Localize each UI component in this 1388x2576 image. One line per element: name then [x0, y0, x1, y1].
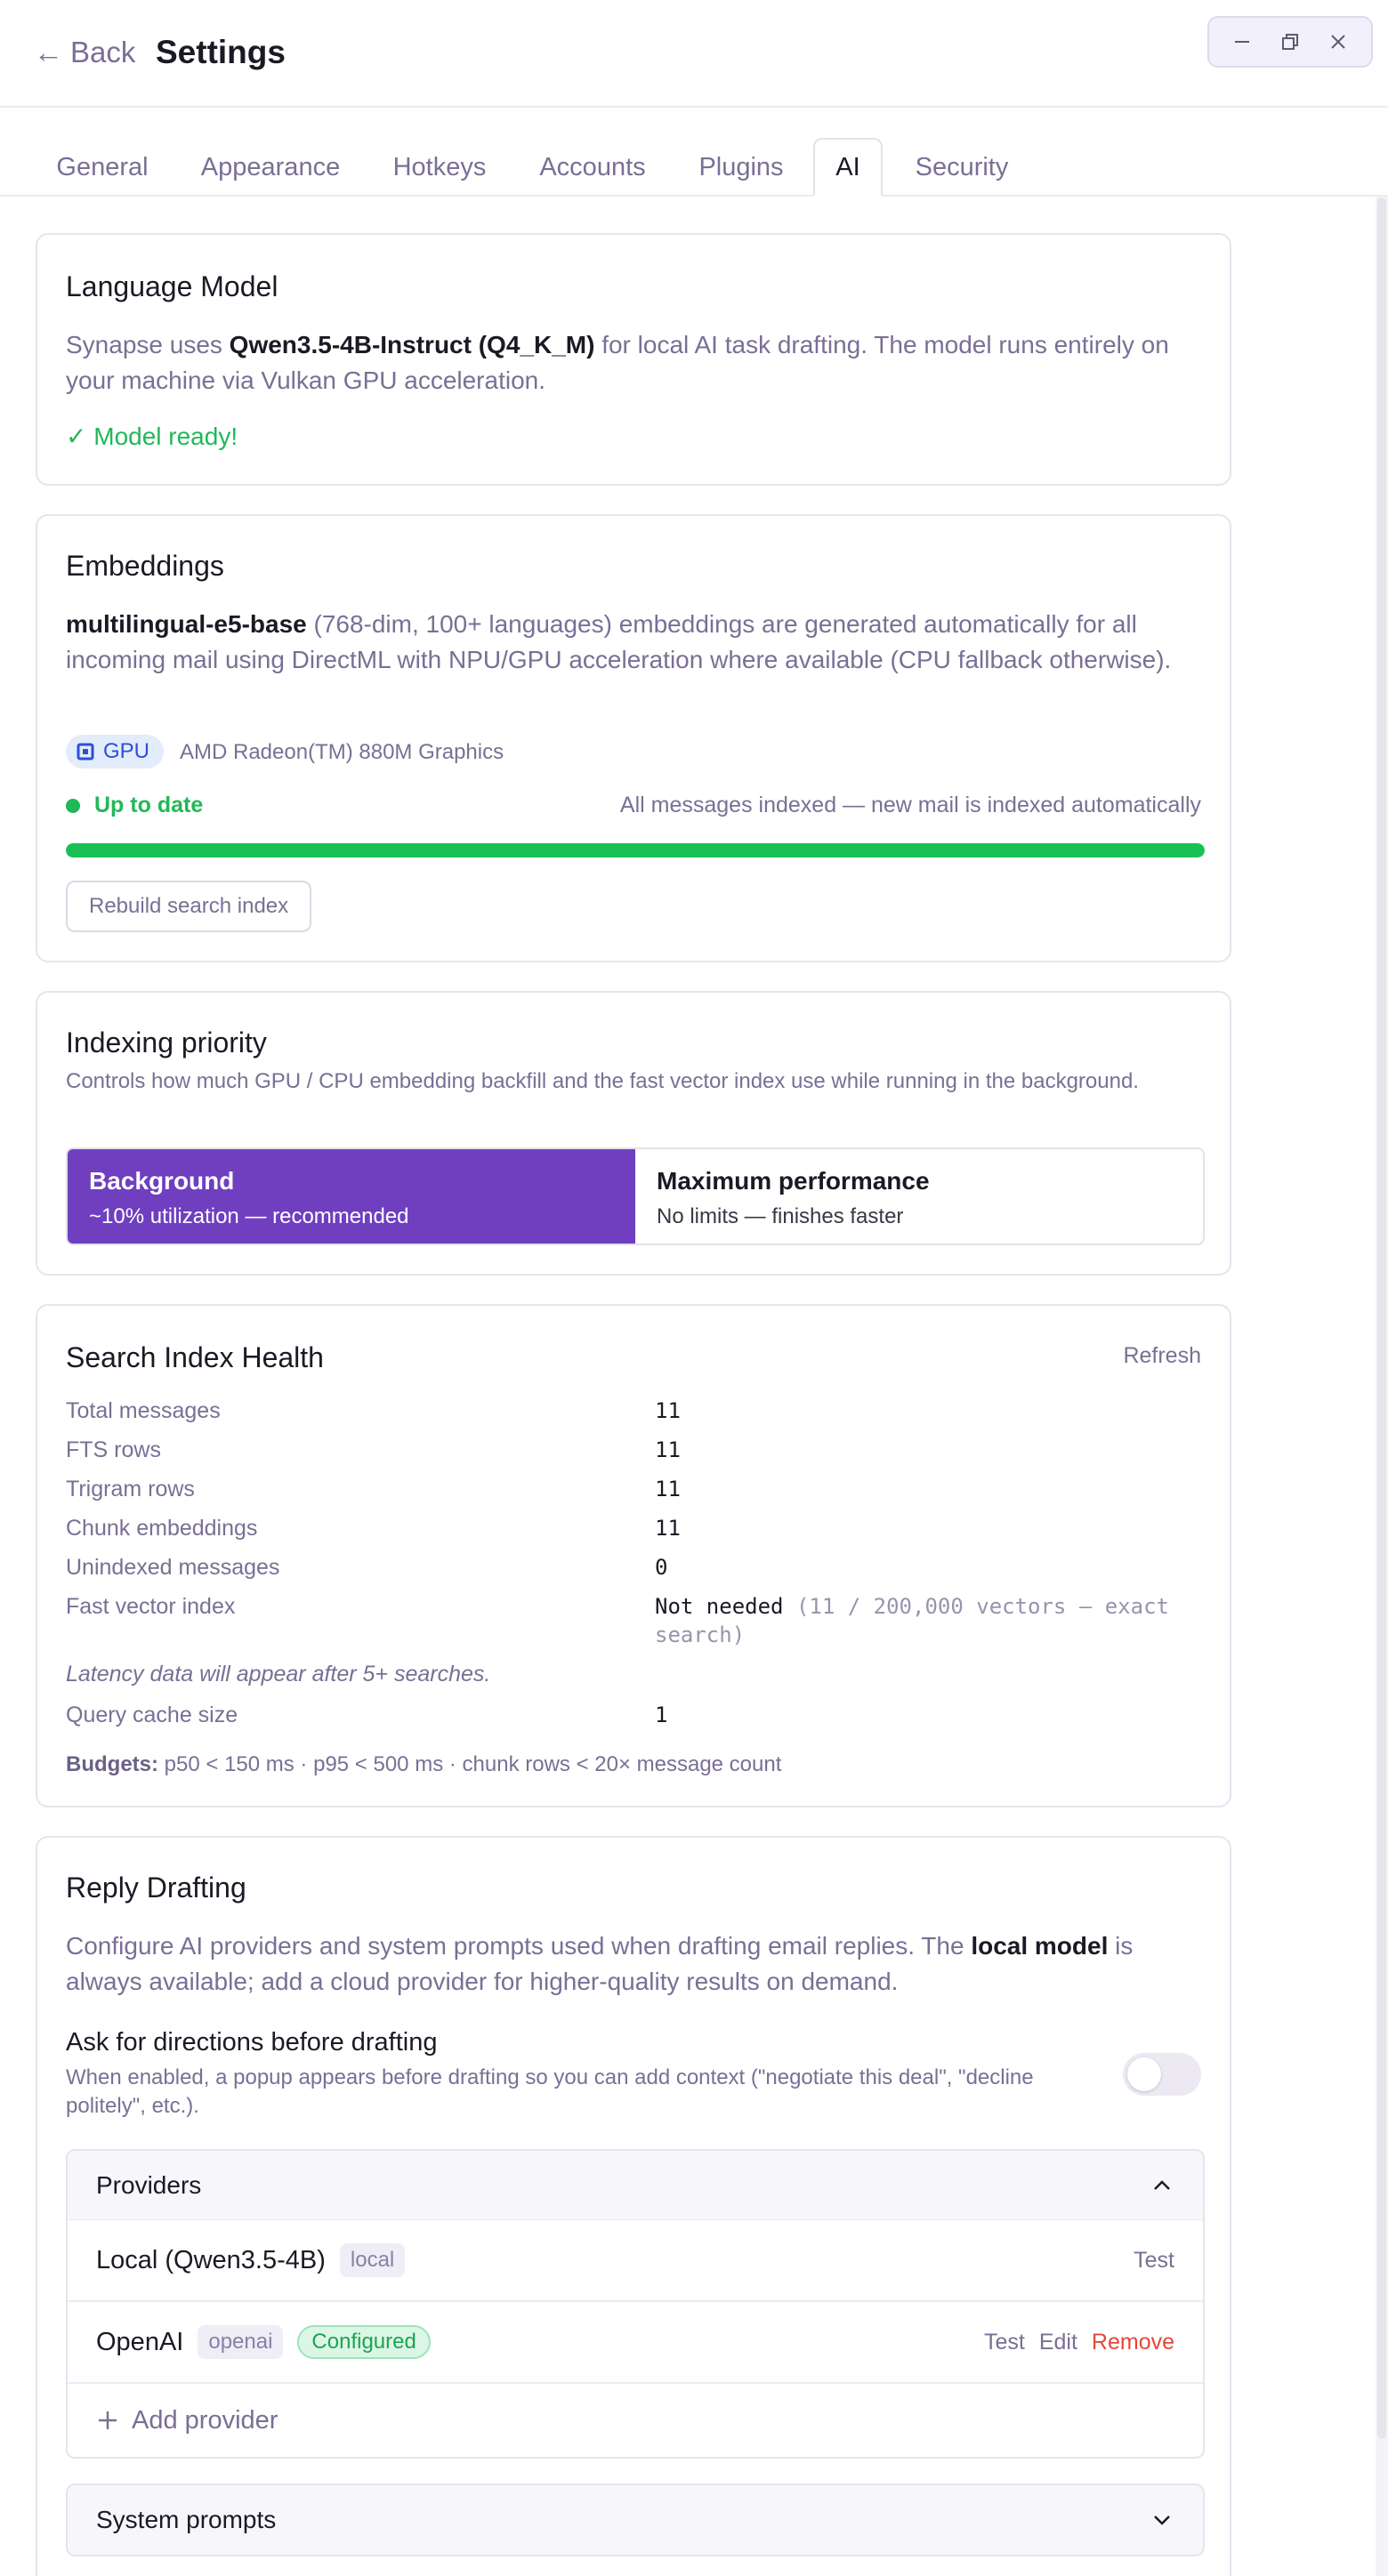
- chevron-up-icon: [1150, 2173, 1174, 2198]
- stat-value: 11: [655, 1398, 681, 1423]
- stat-label: Query cache size: [66, 1703, 238, 1727]
- tab-hotkeys[interactable]: Hotkeys: [392, 152, 487, 181]
- ask-directions-title: Ask for directions before drafting: [66, 2028, 438, 2057]
- restore-button[interactable]: [1271, 22, 1310, 61]
- index-status-detail: All messages indexed — new mail is indexed automatically: [619, 793, 1201, 817]
- language-model-description: Synapse uses Qwen3.5-4B-Instruct (Q4_K_M) for local AI task drafting. The model runs entirely on your machine via Vulkan GPU acceleration.: [66, 331, 1169, 394]
- providers-panel: [66, 2149, 1205, 2459]
- card-title: Search Index Health: [66, 1341, 324, 1373]
- stat-label: Unindexed messages: [66, 1555, 280, 1580]
- title-bar: [0, 0, 1388, 108]
- provider-row-openai: [68, 2302, 1203, 2384]
- card-title: Embeddings: [66, 550, 224, 582]
- budgets-line: Budgets: p50 < 150 ms · p95 < 500 ms · chunk rows < 20× message count: [66, 1752, 782, 1776]
- edit-provider-button[interactable]: Edit: [1038, 2329, 1077, 2355]
- index-progress-fill: [66, 843, 1205, 857]
- add-provider-button[interactable]: [68, 2384, 1203, 2457]
- search-index-health-card: [36, 1304, 1231, 1807]
- page-title: Settings: [156, 34, 286, 70]
- gpu-chip-icon: [77, 743, 94, 761]
- stat-label: Chunk embeddings: [66, 1516, 258, 1541]
- reply-drafting-card: [36, 1836, 1231, 2576]
- fast-vector-index-value: Not needed (11 / 200,000 vectors — exact search): [655, 1594, 1169, 1647]
- ask-directions-description: When enabled, a popup appears before drafting so you can add context ("negotiate this deal", "decline politely", etc.).: [66, 2065, 1034, 2118]
- embeddings-card: [36, 514, 1231, 962]
- index-status: Up to date: [94, 793, 204, 817]
- refresh-button[interactable]: Refresh: [1123, 1343, 1201, 1368]
- settings-tabs: [0, 108, 1388, 197]
- stat-value: 1: [655, 1703, 668, 1727]
- minimize-icon: [1232, 32, 1252, 52]
- provider-name: Local (Qwen3.5-4B): [96, 2245, 326, 2274]
- stat-label: Total messages: [66, 1398, 221, 1423]
- model-status: ✓ Model ready!: [66, 423, 238, 450]
- embeddings-model-name: multilingual-e5-base: [66, 610, 307, 638]
- tab-accounts[interactable]: Accounts: [539, 152, 646, 181]
- tab-plugins[interactable]: Plugins: [698, 152, 784, 181]
- status-dot: [66, 799, 80, 813]
- option-title: Background: [89, 1167, 235, 1195]
- window-controls: [1207, 16, 1373, 68]
- option-title: Maximum performance: [657, 1167, 930, 1195]
- card-title: Language Model: [66, 270, 278, 302]
- rebuild-index-button[interactable]: Rebuild search index: [66, 881, 311, 932]
- close-button[interactable]: [1319, 22, 1358, 61]
- tab-appearance[interactable]: Appearance: [200, 152, 341, 181]
- priority-option-maximum[interactable]: [635, 1149, 1203, 1244]
- ask-directions-toggle[interactable]: [1123, 2053, 1201, 2096]
- stat-value: 11: [655, 1477, 681, 1501]
- back-button[interactable]: [34, 36, 135, 69]
- scrollbar-thumb[interactable]: [1377, 197, 1386, 2439]
- card-title: Reply Drafting: [66, 1872, 246, 1904]
- stat-label: FTS rows: [66, 1437, 161, 1462]
- stat-value: 11: [655, 1437, 681, 1462]
- stat-value: 0: [655, 1555, 668, 1580]
- provider-row-local: [68, 2220, 1203, 2302]
- provider-name: OpenAI: [96, 2327, 184, 2356]
- configured-badge: Configured: [297, 2325, 430, 2359]
- provider-tag: openai: [198, 2325, 283, 2359]
- minimize-button[interactable]: [1223, 22, 1262, 61]
- tab-ai[interactable]: AI: [813, 138, 883, 197]
- providers-title: Providers: [96, 2170, 202, 2199]
- model-name: Qwen3.5-4B-Instruct (Q4_K_M): [229, 331, 595, 358]
- chevron-down-icon: [1150, 2508, 1174, 2532]
- stat-value: 11: [655, 1516, 681, 1541]
- provider-tag: local: [340, 2243, 405, 2277]
- gpu-badge-label: GPU: [103, 739, 150, 763]
- stat-label: Trigram rows: [66, 1477, 195, 1501]
- system-prompts-header[interactable]: [66, 2483, 1205, 2556]
- indexing-priority-selector: [66, 1147, 1205, 1245]
- latency-note: Latency data will appear after 5+ searches.: [66, 1662, 491, 1686]
- close-icon: [1328, 32, 1348, 52]
- tab-general[interactable]: General: [56, 152, 149, 181]
- option-subtitle: ~10% utilization — recommended: [89, 1204, 409, 1228]
- restore-icon: [1280, 32, 1300, 52]
- gpu-badge: [66, 735, 164, 769]
- add-provider-label: Add provider: [132, 2405, 278, 2435]
- gpu-name: AMD Radeon(TM) 880M Graphics: [180, 740, 504, 764]
- indexing-priority-card: [36, 991, 1231, 1276]
- arrow-left-icon: ←: [34, 36, 63, 68]
- card-title: Indexing priority: [66, 1026, 267, 1059]
- indexing-priority-description: Controls how much GPU / CPU embedding backfill and the fast vector index use while running in the background.: [66, 1069, 1139, 1093]
- embeddings-description: multilingual-e5-base (768-dim, 100+ languages) embeddings are generated automatically for all incoming mail using DirectML with NPU/GPU acceleration where available (CPU fallback otherwise).: [66, 610, 1172, 673]
- reply-drafting-description: Configure AI providers and system prompts used when drafting email replies. The local model is always available; add a cloud provider for higher-quality results on demand.: [66, 1932, 1134, 1995]
- remove-provider-button[interactable]: Remove: [1091, 2329, 1174, 2355]
- test-provider-button[interactable]: Test: [983, 2329, 1025, 2355]
- providers-header[interactable]: [68, 2151, 1203, 2220]
- toggle-knob: [1127, 2057, 1161, 2091]
- plus-icon: [96, 2409, 119, 2432]
- tab-security[interactable]: Security: [915, 152, 1009, 181]
- language-model-card: [36, 233, 1231, 486]
- index-progress-bar: [66, 843, 1205, 857]
- test-provider-button[interactable]: Test: [1134, 2247, 1174, 2273]
- priority-option-background[interactable]: [68, 1149, 635, 1244]
- back-label: Back: [70, 36, 136, 68]
- system-prompts-title: System prompts: [96, 2506, 277, 2533]
- option-subtitle: No limits — finishes faster: [657, 1204, 904, 1228]
- stat-label: Fast vector index: [66, 1594, 236, 1619]
